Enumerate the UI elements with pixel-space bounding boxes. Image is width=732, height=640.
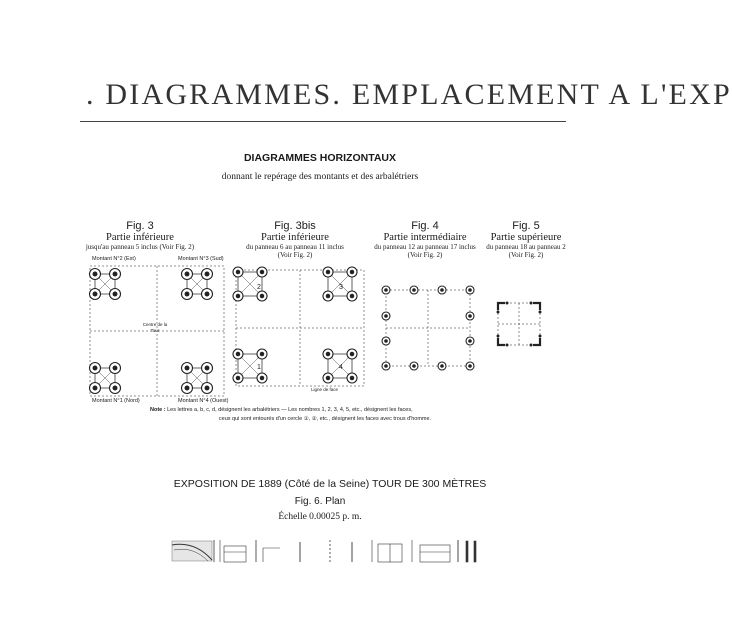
- fig3bis-range: du panneau 6 au panneau 11 inclus: [246, 243, 344, 251]
- note-line1: Les lettres a, b, c, d, désignent les arbalétriers — Les nombres 1, 2, 3, 4, 5, etc., désignent les faces,: [167, 407, 413, 413]
- banner-title: . DIAGRAMMES. EMPLACEMENT A L'EXP: [86, 78, 732, 111]
- montant-sw-label: Montant N°1 (Nord): [92, 398, 140, 404]
- fig3bis-tag: Ligne de face: [311, 387, 339, 392]
- montant-se-label: Montant N°4 (Ouest): [178, 398, 229, 404]
- fig3bis-num-4: 4: [339, 364, 343, 371]
- fig5-voir: (Voir Fig. 2): [508, 251, 544, 259]
- fig3bis-voir: (Voir Fig. 2): [277, 251, 313, 259]
- fig3bis-title: Fig. 3bis: [274, 220, 316, 232]
- fig3bis-num-1: 1: [257, 364, 261, 371]
- note-lead: Note :: [150, 407, 166, 413]
- fig6-title: Fig. 6. Plan: [294, 496, 346, 507]
- fig5-corner: [498, 338, 505, 345]
- fig3-title: Fig. 3: [126, 220, 154, 232]
- fig3-range: jusqu'au panneau 5 inclus (Voir Fig. 2): [85, 243, 195, 251]
- fig4-voir: (Voir Fig. 2): [407, 251, 443, 259]
- fig6-plan-drawing: [172, 540, 476, 562]
- fig4-title: Fig. 4: [411, 220, 439, 232]
- fig5-range: du panneau 18 au panneau 2: [486, 243, 566, 251]
- fig3bis-part: Partie inférieure: [261, 232, 329, 243]
- page-subtitle: donnant le repérage des montants et des arbalétriers: [221, 172, 419, 182]
- fig4-part: Partie intermédiaire: [383, 232, 467, 243]
- exposition-title: EXPOSITION DE 1889 (Côté de la Seine) TOUR DE 300 MÈTRES: [173, 478, 487, 490]
- fig3bis-num-2: 2: [257, 284, 261, 291]
- fig5-title: Fig. 5: [512, 220, 540, 232]
- fig3bis-num-3: 3: [339, 284, 343, 291]
- fig5-corner: [533, 338, 540, 345]
- fig4-range: du panneau 12 au panneau 17 inclus: [374, 243, 476, 251]
- fig5-part: Partie supérieure: [490, 232, 562, 243]
- center-axis-label: Centre de la Tour: [142, 322, 168, 333]
- fig5-corner: [498, 303, 505, 310]
- fig5-corner: [533, 303, 540, 310]
- fig3-part: Partie inférieure: [106, 232, 174, 243]
- note-line2: ceux qui sont entourés d'un cercle ①, ②, etc., désignent les faces avec trous d'homme.: [218, 416, 432, 422]
- montant-ne-label: Montant N°3 (Sud): [178, 256, 224, 262]
- fig6-scale: Échelle 0.00025 p. m.: [278, 512, 362, 522]
- page-title: DIAGRAMMES HORIZONTAUX: [243, 152, 397, 164]
- montant-nw-label: Montant N°2 (Est): [92, 256, 136, 262]
